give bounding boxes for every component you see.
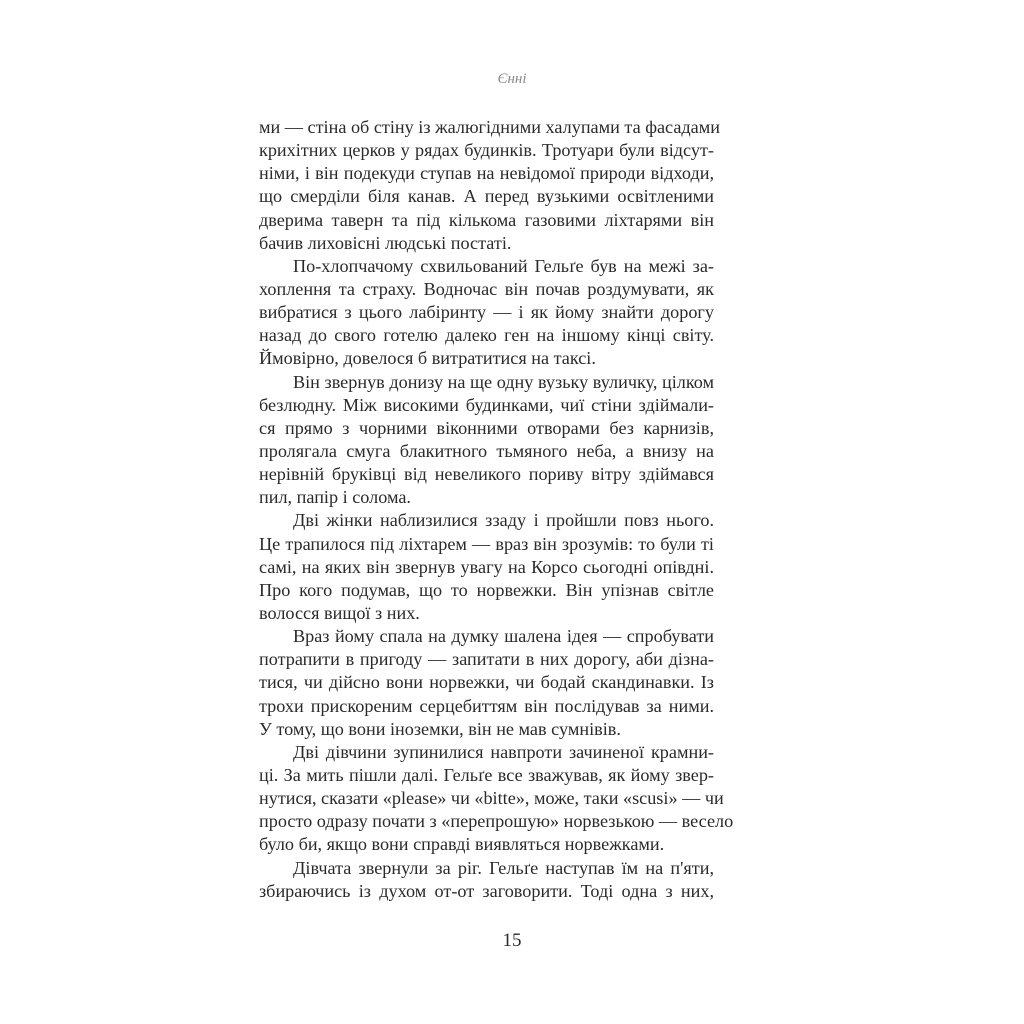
text-line: просто одразу почати з «перепрошую» норвезькою — весело <box>259 811 734 832</box>
text-line: пил, папір і солома. <box>259 487 411 508</box>
text-line: Це трапилося під ліхтарем — враз він зрозумів: то були ті <box>259 533 714 554</box>
text-line: Він звернув донизу на ще одну вузьку вуличку, цілком <box>293 371 714 392</box>
paragraph <box>259 255 714 371</box>
body-text <box>259 116 734 903</box>
paragraph <box>259 371 714 510</box>
paragraph <box>259 857 714 903</box>
text-line: Дві дівчини зупинилися навпроти зачиненої крамни- <box>293 741 714 762</box>
text-line: По-хлопчачому схвильований Гельґе був на межі за- <box>293 255 714 276</box>
text-line: бачив лиховісні людські постаті. <box>259 232 512 253</box>
paragraph <box>259 116 720 255</box>
text-line: ці. За мить пішли далі. Гельґе все зважував, як йому звер- <box>259 764 714 785</box>
page-number: 15 <box>502 930 522 951</box>
text-line: пролягала смуга блакитного тьмяного неба, а внизу на <box>259 440 714 461</box>
text-line: трохи прискореним серцебиттям він послідував за ними. <box>259 695 714 716</box>
text-line: вибратися з цього лабіринту — і як йому знайти дорогу <box>259 302 714 323</box>
running-header: Єнні <box>497 71 527 87</box>
text-line: безлюдну. Між високими будинками, чиї стіни здіймали- <box>259 394 714 415</box>
text-line: дверима таверн та під кількома газовими ліхтарями він <box>259 209 714 230</box>
text-line: Враз йому спала на думку шалена ідея — спробувати <box>293 626 714 647</box>
text-line: нерівній бруківці від невеликого пориву вітру здіймався <box>259 464 714 485</box>
text-line: хоплення та страху. Водночас він почав роздумувати, як <box>259 278 714 299</box>
text-line: ся прямо з чорними віконними отворами без карнизів, <box>259 417 714 438</box>
text-line: що смерділи біля канав. А перед вузькими освітленими <box>259 186 714 207</box>
text-line: німи, і він подекуди ступав на невідомої природи відходи, <box>259 163 714 184</box>
text-line: Дівчата звернули за ріг. Гельґе наступав їм на п'яти, <box>293 857 714 878</box>
text-line: нутися, сказати «please» чи «bitte», може, таки «scusi» — чи <box>259 788 724 809</box>
text-line: Дві жінки наблизилися ззаду і пройшли повз нього. <box>293 510 714 531</box>
text-line: було би, якщо вони справді виявляться норвежками. <box>259 834 665 855</box>
paragraph <box>259 625 714 741</box>
text-line: потрапити в пригоду — запитати в них дорогу, аби дізна- <box>259 649 714 670</box>
text-line: тися, чи дійсно вони норвежки, чи бодай скандинавки. Із <box>259 672 714 693</box>
text-line: У тому, що вони іноземки, він не мав сумнівів. <box>259 718 621 739</box>
text-line: крихітних церков у рядах будинків. Тротуари були відсут- <box>259 140 714 161</box>
text-line: волосся вищої з них. <box>259 602 420 623</box>
paragraph <box>259 741 734 857</box>
text-line: Про кого подумав, що то норвежки. Він упізнав світле <box>259 579 714 600</box>
paragraph <box>259 509 714 625</box>
text-line: назад до свого готелю далеко ген на іншому кінці світу. <box>259 325 714 346</box>
text-line: самі, на яких він звернув увагу на Корсо сьогодні опівдні. <box>259 556 714 577</box>
text-line: ми — стіна об стіну із жалюгідними халупами та фасадами <box>259 117 720 137</box>
text-line: збираючись із духом от-от заговорити. Тоді одна з них, <box>259 880 714 901</box>
text-line: Ймовірно, довелося б витратитися на таксі. <box>259 348 596 369</box>
